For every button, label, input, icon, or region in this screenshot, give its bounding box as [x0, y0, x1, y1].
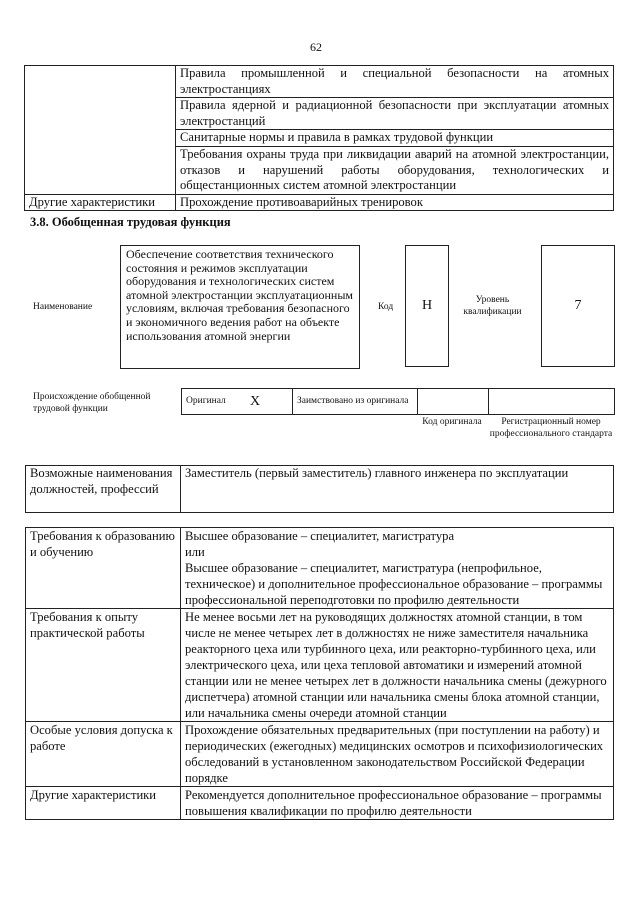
req-line: Не менее восьми лет на руководящих должностях атомной станции, в том числе не менее четырех лет в должностях не ниже заместителя начальника реакторного цеха или турбинного цеха, или реакторно-турбинного цеха, или электрического цеха, или цеха тепловой автоматики и измерений атомной станции или не менее четырех лет в должности начальника смены (дежурного диспетчера) атомной станции или начальника смены блока атомной станции, или начальника смены очереди атомной станции	[181, 609, 614, 722]
origin-original: Оригинал	[182, 389, 247, 415]
req-line: Прохождение обязательных предварительных (при поступлении на работу) и периодических (ежегодных) медицинских осмотров и психофизиологических обследований в установленном законодательством Российской Федерации порядке	[181, 722, 614, 787]
top-table	[24, 65, 614, 211]
origin-reg-caption: Регистрационный номер профессионального стандарта	[489, 417, 613, 439]
row-value: Правила промышленной и специальной безопасности на атомных электростанциях	[176, 66, 614, 98]
section-title: 3.8. Обобщенная трудовая функция	[30, 215, 231, 229]
row-value: Требования охраны труда при ликвидации аварий на атомной электростанции, отказов и нарушений работы оборудования, технологических и общестанционных систем атомной электростанции	[176, 147, 614, 195]
positions-value: Заместитель (первый заместитель) главного инженера по эксплуатации	[181, 466, 614, 513]
level-value: 7	[541, 245, 615, 367]
level-label: Уровень квалификации	[463, 295, 522, 317]
row-value: Правила ядерной и радиационной безопасности при эксплуатации атомных электростанций	[176, 98, 614, 130]
name-label: Наименование	[33, 302, 93, 312]
code-label: Код	[378, 302, 394, 312]
req-line: или	[185, 545, 205, 559]
origin-borrowed: Заимствовано из оригинала	[293, 389, 418, 415]
req-label: Требования к опыту практической работы	[26, 609, 181, 722]
requirements-table	[25, 527, 614, 820]
page-number: 62	[310, 40, 322, 54]
row-label: Другие характеристики	[25, 194, 176, 211]
req-line: Высшее образование – специалитет, магистратура (непрофильное, техническое) и дополнительное профессиональное образование – программы профессиональной переподготовки по профилю деятельности	[185, 561, 603, 607]
positions-table	[25, 465, 614, 513]
origin-code-caption: Код оригинала	[422, 417, 482, 427]
positions-label: Возможные наименования должностей, профессий	[26, 466, 181, 513]
req-label: Другие характеристики	[26, 787, 181, 820]
row-value: Прохождение противоаварийных тренировок	[176, 194, 614, 211]
origin-reg-cell	[489, 389, 615, 415]
row-label	[25, 66, 176, 195]
req-label: Требования к образованию и обучению	[26, 528, 181, 609]
function-name-box: Обеспечение соответствия технического состояния и режимов эксплуатации оборудования и технологических систем атомной электростанции эксплуатационным условиям, включая требования безопасного и экономичного ведения работ на объекте использования атомной энергии	[120, 245, 360, 369]
req-label: Особые условия допуска к работе	[26, 722, 181, 787]
req-line: Высшее образование – специалитет, магистратура	[185, 529, 455, 543]
code-value: H	[405, 245, 449, 367]
origin-code-cell	[418, 389, 489, 415]
req-line: Рекомендуется дополнительное профессиональное образование – программы повышения квалификации по профилю деятельности	[181, 787, 614, 820]
origin-mark: X	[246, 389, 293, 415]
origin-table	[181, 388, 615, 415]
origin-label: Происхождение обобщенной трудовой функции	[33, 392, 151, 414]
row-value: Санитарные нормы и правила в рамках трудовой функции	[176, 130, 614, 147]
